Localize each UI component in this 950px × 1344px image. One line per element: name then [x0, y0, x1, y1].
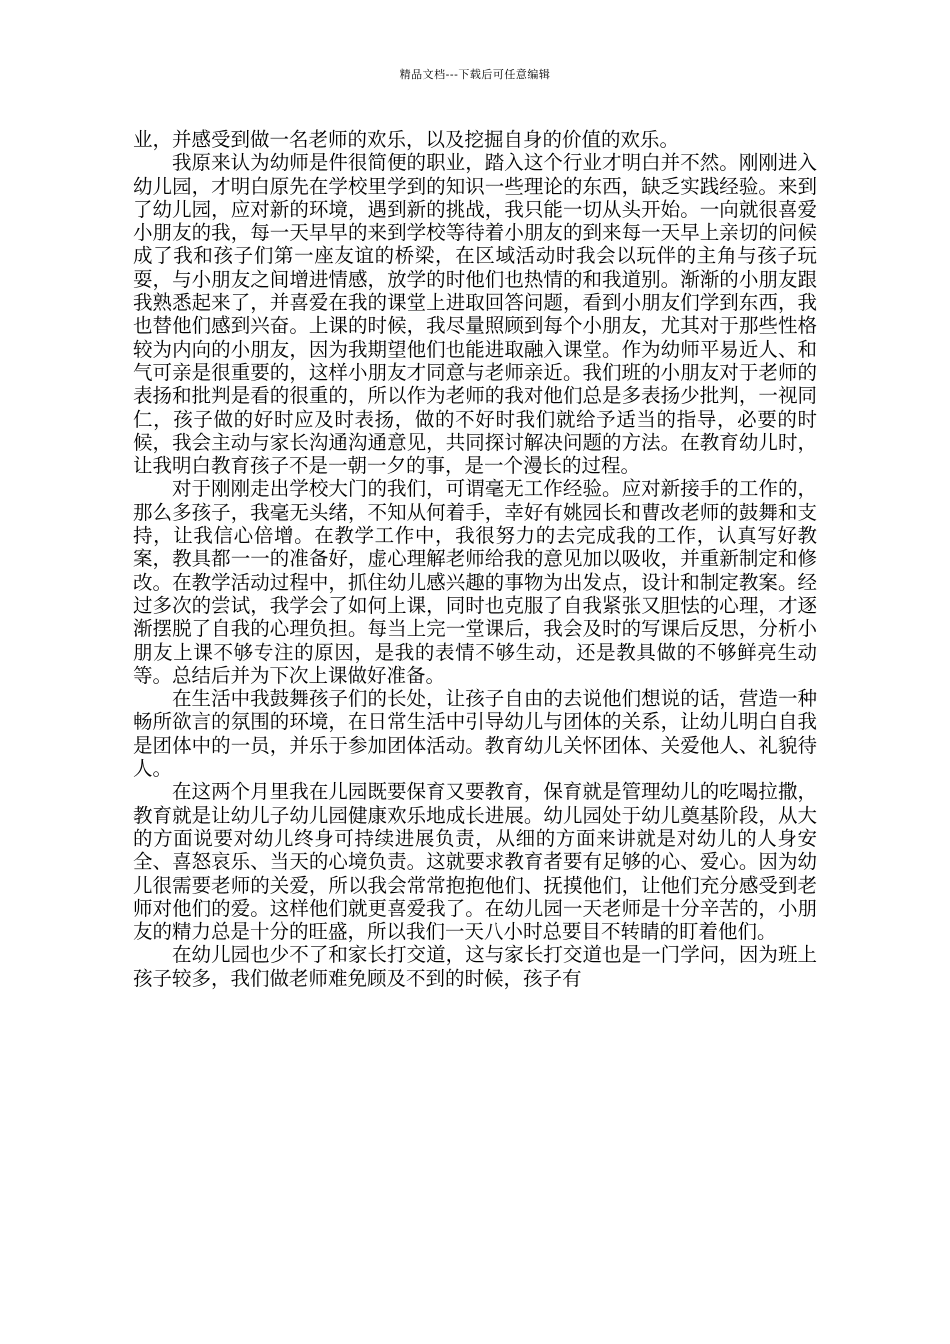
document-body: [133, 128, 817, 990]
paragraph-continuation: 业，并感受到做一名老师的欢乐，以及挖掘自身的价值的欢乐。: [133, 128, 680, 151]
paragraph: 在这两个月里我在儿园既要保育又要教育，保育就是管理幼儿的吃喝拉撒，教育就是让幼儿子幼儿园健康欢乐地成长进展。幼儿园处于幼儿奠基阶段，从大的方面说要对幼儿终身可持续进展负责，从细的方面来讲就是对幼儿的人身安全、喜怒哀乐、当天的心境负责。这就要求教育者要有足够的心、爱心。因为幼儿很需要老师的关爱，所以我会常常抱抱他们、抚摸他们，让他们充分感受到老师对他们的爱。这样他们就更喜爱我了。在幼儿园一天老师是十分辛苦的，小朋友的精力总是十分的旺盛，所以我们一天八小时总要目不转睛的盯着他们。: [133, 780, 817, 944]
paragraph: 在幼儿园也少不了和家长打交道，这与家长打交道也是一门学问，因为班上孩子较多，我们做老师难免顾及不到的时候，孩子有: [133, 943, 817, 990]
paragraph: 在生活中我鼓舞孩子们的长处，让孩子自由的去说他们想说的话，营造一种畅所欲言的氛围的环境，在日常生活中引导幼儿与团体的关系，让幼儿明白自我是团体中的一员，并乐于参加团体活动。教育幼儿关怀团体、关爱他人、礼貌待人。: [133, 687, 817, 781]
paragraph: 我原来认为幼师是件很简便的职业，踏入这个行业才明白并不然。刚刚进入幼儿园，才明白原先在学校里学到的知识一些理论的东西，缺乏实践经验。来到了幼儿园，应对新的环境，遇到新的挑战，我只能一切从头开始。一向就很喜爱小朋友的我，每一天早早的来到学校等待着小朋友的到来每一天早上亲切的问候成了我和孩子们第一座友谊的桥梁，在区域活动时我会以玩伴的主角与孩子玩耍，与小朋友之间增进情感，放学的时他们也热情的和我道别。渐渐的小朋友跟我熟悉起来了，并喜爱在我的课堂上进取回答问题，看到小朋友们学到东西，我也替他们感到兴奋。上课的时候，我尽量照顾到每个小朋友，尤其对于那些性格较为内向的小朋友，因为我期望他们也能进取融入课堂。作为幼师平易近人、和气可亲是很重要的，这样小朋友才同意与老师亲近。我们班的小朋友对于老师的表扬和批判是看的很重的，所以作为老师的我对他们总是多表扬少批判，一视同仁，孩子做的好时应及时表扬，做的不好时我们就给予适当的指导，必要的时候，我会主动与家长沟通沟通意见，共同探讨解决问题的方法。在教育幼儿时，让我明白教育孩子不是一朝一夕的事，是一个漫长的过程。: [133, 151, 817, 478]
paragraph: 对于刚刚走出学校大门的我们，可谓毫无工作经验。应对新接手的工作的，那么多孩子，我毫无头绪，不知从何着手，幸好有姚园长和曹改老师的鼓舞和支持，让我信心倍增。在教学工作中，我很努力的去完成我的工作，认真写好教案，教具都一一的准备好，虚心理解老师给我的意见加以吸收，并重新制定和修改。在教学活动过程中，抓住幼儿感兴趣的事物为出发点，设计和制定教案。经过多次的尝试，我学会了如何上课，同时也克服了自我紧张又胆怯的心理，才逐渐摆脱了自我的心理负担。每当上完一堂课后，我会及时的写课后反思，分析小朋友上课不够专注的原因，是我的表情不够生动，还是教具做的不够鲜亮生动等。总结后并为下次上课做好准备。: [133, 477, 817, 687]
page-header: 精品文档---下载后可任意编辑: [399, 68, 551, 81]
